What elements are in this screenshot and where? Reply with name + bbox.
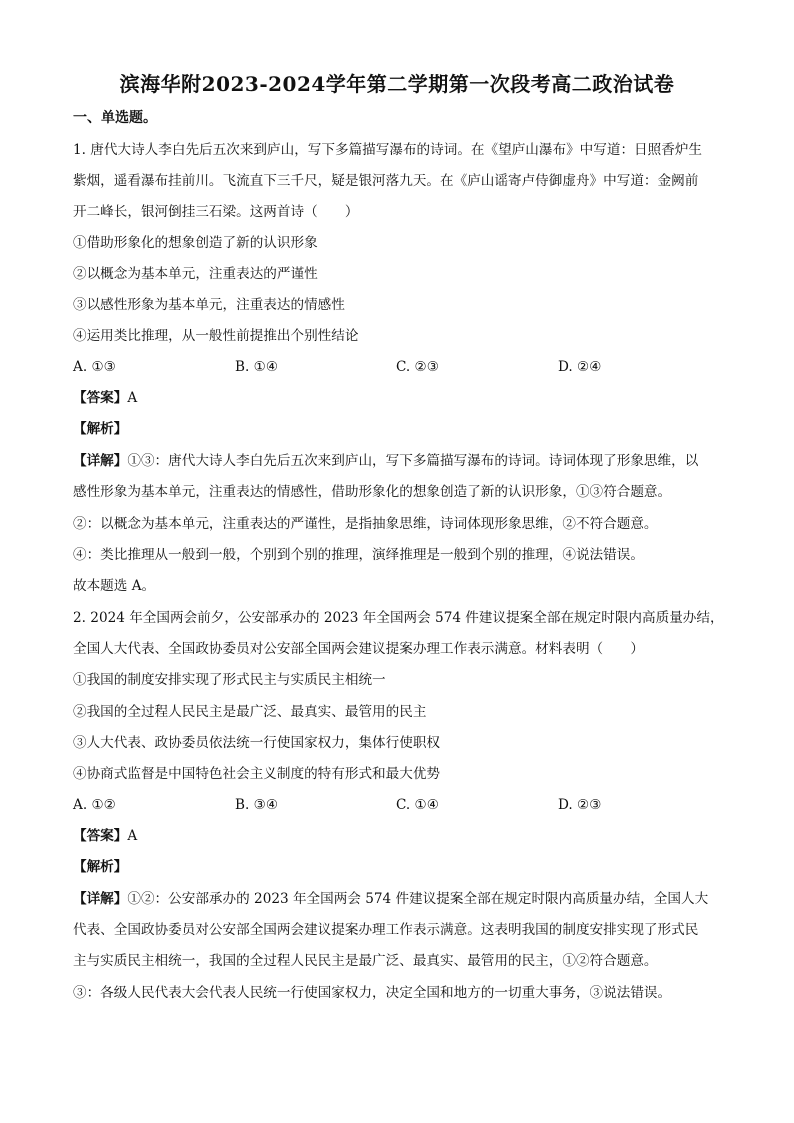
q2-detail-text-1: ①②：公安部承办的 2023 年全国两会 574 件建议提案全部在规定时限内高质量办结，全国人大: [127, 891, 709, 907]
q2-detail-line-4: ③：各级人民代表大会代表人民统一行使国家权力，决定全国和地方的一切重大事务，③说法错误。: [73, 985, 672, 1001]
q1-detail-label: 【详解】: [73, 453, 128, 469]
q2-statement-3: ③人大代表、政协委员依法统一行使国家权力，集体行使职权: [73, 735, 441, 751]
q1-stem-line-2: 紫烟，遥看瀑布挂前川。飞流直下三千尺，疑是银河落九天。在《庐山谣寄卢侍御虚舟》中写道：金阙前: [73, 173, 699, 189]
q1-option-c: C. ②③: [396, 359, 439, 375]
q1-statement-4: ④运用类比推理，从一般性前提推出个别性结论: [73, 328, 359, 344]
q1-detail-line-4: ④：类比推理从一般到一般，个别到个别的推理，演绎推理是一般到个别的推理，④说法错误。: [73, 547, 644, 563]
page-title: 滨海华附2023-2024学年第二学期第一次段考高二政治试卷: [119, 72, 675, 96]
q2-answer: [73, 826, 137, 846]
q2-detail-line-1: [73, 889, 708, 909]
q1-option-a: A. ①③: [73, 359, 116, 375]
q1-detail-line-5: 故本题选 A。: [73, 578, 156, 594]
q2-option-c: C. ①④: [396, 797, 439, 813]
q2-option-d: D. ②③: [558, 797, 602, 813]
q1-statement-2: ②以概念为基本单元，注重表达的严谨性: [73, 266, 318, 282]
q1-detail-line-3: ②：以概念为基本单元，注重表达的严谨性，是指抽象思维，诗词体现形象思维，②不符合题意。: [73, 516, 658, 532]
q1-answer-label: 【答案】: [73, 390, 128, 406]
q1-stem-line-1: 1. 唐代大诗人李白先后五次来到庐山，写下多篇描写瀑布的诗词。在《望庐山瀑布》中写道：日照香炉生: [73, 142, 703, 158]
q1-analysis-label: 【解析】: [73, 421, 128, 437]
q2-answer-value: A: [127, 828, 138, 844]
q2-detail-line-2: 代表、全国政协委员对公安部全国两会建议提案办理工作表示满意。这表明我国的制度安排实现了形式民: [73, 922, 699, 938]
q1-stem-line-3: 开二峰长，银河倒挂三石梁。这两首诗（ ）: [73, 204, 359, 220]
q1-option-d: D. ②④: [558, 359, 602, 375]
q2-stem-line-2: 全国人大代表、全国政协委员对公安部全国两会建议提案办理工作表示满意。材料表明（ ）: [73, 641, 644, 657]
q2-statement-4: ④协商式监督是中国特色社会主义制度的特有形式和最大优势: [73, 766, 441, 782]
q2-answer-label: 【答案】: [73, 828, 128, 844]
section-heading: 一、单选题。: [73, 110, 157, 126]
q1-answer: [73, 388, 137, 408]
q1-answer-value: A: [127, 390, 138, 406]
q1-detail-line-1: [73, 451, 698, 471]
q1-options: [73, 357, 723, 377]
q2-detail-line-3: 主与实质民主相统一，我国的全过程人民民主是最广泛、最真实、最管用的民主，①②符合题意。: [73, 953, 658, 969]
q1-detail-line-2: 感性形象为基本单元，注重表达的情感性，借助形象化的想象创造了新的认识形象，①③符合题意。: [73, 484, 672, 500]
q2-option-b: B. ③④: [235, 797, 279, 813]
q2-options: [73, 795, 723, 815]
q1-statement-1: ①借助形象化的想象创造了新的认识形象: [73, 235, 318, 251]
q2-stem-line-1: 2. 2024 年全国两会前夕，公安部承办的 2023 年全国两会 574 件建议提案全部在规定时限内高质量办结，: [73, 610, 724, 626]
q2-statement-2: ②我国的全过程人民民主是最广泛、最真实、最管用的民主: [73, 704, 427, 720]
q1-detail-text-1: ①③：唐代大诗人李白先后五次来到庐山，写下多篇描写瀑布的诗词。诗词体现了形象思维，以: [127, 453, 699, 469]
q2-statement-1: ①我国的制度安排实现了形式民主与实质民主相统一: [73, 672, 386, 688]
q1-option-b: B. ①④: [235, 359, 279, 375]
q2-detail-label: 【详解】: [73, 891, 128, 907]
q1-statement-3: ③以感性形象为基本单元，注重表达的情感性: [73, 297, 345, 313]
q2-option-a: A. ①②: [73, 797, 116, 813]
q2-analysis-label: 【解析】: [73, 859, 128, 875]
